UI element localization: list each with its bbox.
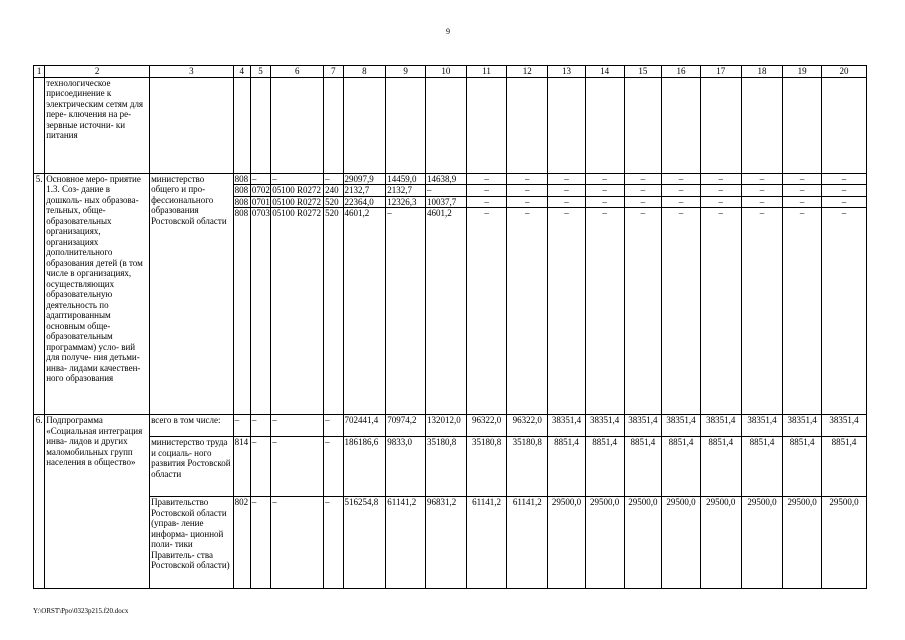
header-cell: 20 [822,66,867,78]
cell [783,77,822,173]
cell: 520 [324,208,343,415]
cell: 38351,4 [700,415,741,437]
cell: – [250,415,270,437]
cell: – [783,185,822,197]
cell: 38351,4 [548,415,586,437]
executor-cell: министерство труда и социаль- ного развития Ростовской области [150,437,234,497]
cell: 808 [233,196,250,208]
cell [34,77,45,173]
cell: 8851,4 [822,437,867,497]
header-cell: 15 [624,66,662,78]
cell: 808 [233,173,250,185]
cell [466,77,507,173]
cell: 8851,4 [585,437,624,497]
row-number-cell: 6. [34,415,45,589]
header-cell: 12 [507,66,548,78]
measure-name-cell: Основное меро- приятие 1.3. Соз- дание в дошколь- ных образова- тельных, обще- образовательных организациях, организациях дополнительного образования детей (в том числе в организациях, осуществляющих образовательную деятельность по адаптированным основным обще- образовательным программам) усло- вий для получе- ния детьми-инва- лидами качествен- ного образования [45,173,150,415]
cell: – [741,208,783,415]
cell: 8851,4 [700,437,741,497]
cell [343,77,386,173]
cell: – [822,196,867,208]
header-cell: 2 [45,66,150,78]
cell: – [741,185,783,197]
cell: – [741,196,783,208]
cell: 0702 [251,185,270,195]
budget-table [33,65,867,589]
cell: 38351,4 [822,415,867,437]
cell: – [700,173,741,185]
cell: 4601,2 [343,208,386,415]
header-cell: 19 [783,66,822,78]
cell: 4601,2 [425,208,466,415]
cell [271,77,324,173]
cell: – [783,208,822,415]
cell: – [271,437,324,497]
cell: – [548,185,586,197]
cell: 808 [233,208,250,415]
cell [324,77,343,173]
cell: 05100 R0272 [271,208,324,415]
cell: – [783,196,822,208]
cell: – [250,437,270,497]
table-row [34,497,867,589]
cell: 96831,2 [425,497,466,589]
measure-name-cell: технологическое присоединение к электрическим сетям для пере- ключения на ре- зервные источни- ки питания [45,77,150,173]
cell: – [624,196,662,208]
cell [386,77,426,173]
header-cell: 8 [343,66,386,78]
row-number-cell: 5. [34,173,45,415]
cell: – [250,173,270,185]
header-cell: 14 [585,66,624,78]
cell: – [324,497,343,589]
cell: 240 [324,185,343,197]
cell: 8851,4 [624,437,662,497]
cell: – [662,185,701,197]
cell [662,77,701,173]
cell [250,77,270,173]
cell: 10037,7 [425,196,466,208]
cell: 29500,0 [783,497,822,589]
cell [822,77,867,173]
cell: 29500,0 [700,497,741,589]
cell: – [624,173,662,185]
cell: 61141,2 [507,497,548,589]
executor-cell: министерство общего и про- фессионального образования Ростовской области [150,173,234,415]
cell [425,77,466,173]
cell: – [585,196,624,208]
cell: – [662,208,701,415]
cell: 12326,3 [386,196,426,208]
cell: 186186,6 [343,437,386,497]
cell: 38351,4 [585,415,624,437]
cell [700,77,741,173]
header-cell: 13 [548,66,586,78]
cell: – [425,185,466,197]
cell: – [548,208,586,415]
cell: – [548,173,586,185]
cell [624,77,662,173]
cell: 61141,2 [386,497,426,589]
cell: – [822,185,867,197]
cell: 35180,8 [507,437,548,497]
cell: 96322,0 [466,415,507,437]
header-cell: 1 [34,66,45,78]
header-cell: 16 [662,66,701,78]
cell [585,77,624,173]
cell: – [271,415,324,437]
cell: – [271,497,324,589]
cell: – [548,196,586,208]
cell: 2132,7 [386,185,426,197]
cell: 14638,9 [425,173,466,185]
executor-cell: Правительство Ростовской области (управ- ление информа- ционной поли- тики Правитель- ства Ростовской области) [150,497,234,589]
header-cell: 9 [386,66,426,78]
cell: 0701 [251,196,270,207]
cell: – [741,173,783,185]
page-number: 9 [446,27,450,36]
cell: 61141,2 [466,497,507,589]
cell: 22364,0 [343,196,386,208]
cell: – [507,173,548,185]
cell: – [324,437,343,497]
cell: 516254,8 [343,497,386,589]
cell: – [624,208,662,415]
header-cell: 6 [271,66,324,78]
cell: 38351,4 [783,415,822,437]
cell: 8851,4 [548,437,586,497]
cell: 132012,0 [425,415,466,437]
cell: – [700,196,741,208]
cell: – [822,173,867,185]
cell: – [585,185,624,197]
cell: – [466,208,507,415]
subprogram-name-cell: Подпрограмма «Социальная интеграция инва- лидов и других маломобильных групп населения в общество» [45,415,150,589]
cell: 38351,4 [662,415,701,437]
cell: 96322,0 [507,415,548,437]
cell: – [507,196,548,208]
header-cell: 10 [425,66,466,78]
cell [507,77,548,173]
cell: 8851,4 [662,437,701,497]
cell: – [324,415,343,437]
cell: 8851,4 [783,437,822,497]
table-row [34,415,867,437]
continued-row [34,77,867,173]
cell: – [507,208,548,415]
cell [233,77,250,173]
cell: 520 [324,196,343,208]
cell: 808 [233,185,250,197]
executor-cell: всего в том числе: [150,415,234,437]
header-cell: 17 [700,66,741,78]
header-cell: 5 [250,66,270,78]
cell: – [466,185,507,197]
table-row [34,437,867,497]
cell: – [324,173,343,185]
cell: 2132,7 [343,185,386,197]
cell: 29500,0 [822,497,867,589]
cell: 38351,4 [624,415,662,437]
cell: 29500,0 [662,497,701,589]
header-row [34,66,867,78]
cell: 702441,4 [343,415,386,437]
cell: – [233,415,250,437]
cell: 70974,2 [386,415,426,437]
cell: – [585,173,624,185]
header-cell: 4 [233,66,250,78]
cell: 9833,0 [386,437,426,497]
cell: – [507,185,548,197]
cell: – [271,173,324,185]
file-path-footer: Y:\ORST\Ppo\0323p215.f20.docx [33,607,129,615]
header-cell: 18 [741,66,783,78]
cell: – [386,208,426,415]
cell: 29500,0 [624,497,662,589]
cell: 29500,0 [741,497,783,589]
cell: 38351,4 [741,415,783,437]
cell: – [700,185,741,197]
cell: – [783,173,822,185]
cell [150,77,234,173]
cell: 8851,4 [741,437,783,497]
cell: – [822,208,867,415]
header-cell: 7 [324,66,343,78]
cell: – [624,185,662,197]
header-cell: 11 [466,66,507,78]
cell: – [662,196,701,208]
cell: – [585,208,624,415]
cell: – [466,196,507,208]
cell: 35180,8 [425,437,466,497]
cell: 814 [233,437,250,497]
cell: – [466,173,507,185]
cell: – [700,208,741,415]
cell [548,77,586,173]
cell [741,77,783,173]
cell: 29097,9 [343,173,386,185]
cell: 0703 [250,208,270,415]
cell: 802 [233,497,250,589]
cell: – [662,173,701,185]
cell: 29500,0 [548,497,586,589]
table-row [34,173,867,185]
cell: 35180,8 [466,437,507,497]
cell: 14459,0 [386,173,426,185]
cell: 05100 R0272 [271,185,324,197]
cell: 29500,0 [585,497,624,589]
cell: 05100 R0272 [271,196,324,208]
header-cell: 3 [150,66,234,78]
cell: – [250,497,270,589]
